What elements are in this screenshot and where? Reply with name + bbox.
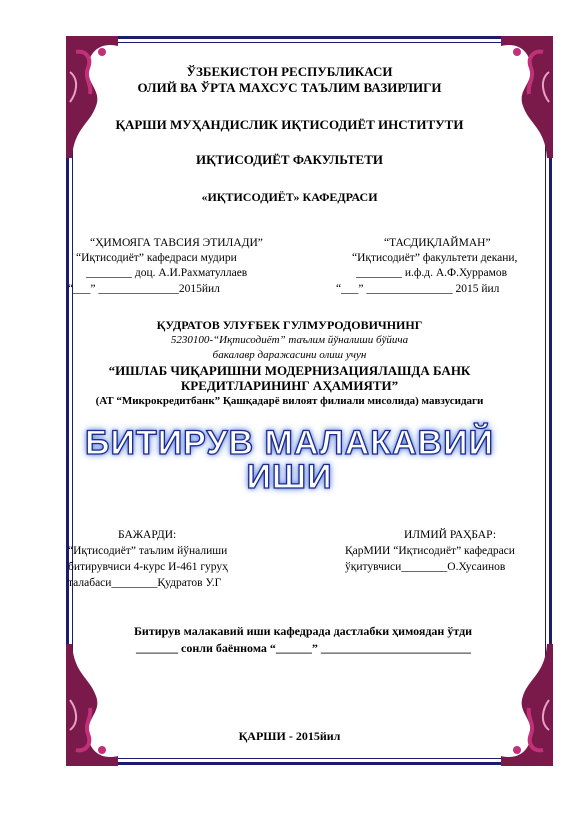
faculty-heading: ИҚТИСОДИЁТ ФАКУЛЬТЕТИ	[196, 152, 383, 167]
corner-ornament-top-left-icon	[62, 32, 122, 162]
student-degree: бакалавр даражасини олиш учун	[212, 349, 367, 361]
approval-right-line3: “___” _______________ 2015 йил	[336, 283, 500, 295]
topic-line1: “ИШЛАБ ЧИҚАРИШНИ МОДЕРНИЗАЦИЯЛАШДА БАНК	[108, 363, 471, 378]
institute-heading: ҚАРШИ МУҲАНДИСЛИК ИҚТИСОДИЁТ ИНСТИТУТИ	[115, 117, 464, 132]
corner-ornament-bottom-right-icon	[497, 640, 557, 770]
approval-right-line1: “Иқтисодиёт” факультети декани,	[352, 252, 518, 264]
executor-title: БАЖАРДИ:	[118, 529, 177, 541]
approval-left-line3: “___” ______________2015йил	[68, 283, 220, 295]
executor-line3: талабаси________Қудратов У.Г	[68, 577, 222, 589]
supervisor-line1: ҚарМИИ “Иқтисодиёт” кафедраси	[345, 545, 515, 557]
corner-ornament-top-right-icon	[497, 32, 557, 162]
republic-heading: ЎЗБЕКИСТОН РЕСПУБЛИКАСИ	[186, 64, 393, 79]
supervisor-title: ИЛМИЙ РАҲБАР:	[404, 529, 497, 541]
executor-line2: битирувчиси 4-курс И-461 гуруҳ	[68, 561, 228, 573]
defense-note-line2: _______ сонли баённома “______” _________________________	[136, 641, 471, 655]
department-heading: «ИҚТИСОДИЁТ» КАФЕДРАСИ	[201, 190, 378, 204]
supervisor-line2: ўқитувчиси________О.Хусаинов	[345, 561, 506, 573]
executor-line1: “Иқтисодиёт” таълим йўналиши	[68, 545, 228, 557]
work-title-line1: БИТИРУВ МАЛАКАВИЙ	[85, 424, 494, 462]
approval-left-line2: ________ доц. А.И.Рахматуллаев	[86, 267, 248, 279]
approval-left-title: “ҲИМОЯГА ТАВСИЯ ЭТИЛАДИ”	[90, 237, 263, 249]
approval-left-line1: “Иқтисодиёт” кафедраси мудири	[76, 252, 237, 264]
student-specialty: 5230100-“Иқтисодиёт” таълим йўналиши бўйича	[170, 334, 409, 346]
topic-line3: (АТ “Микрокредитбанк” Қашқадарё вилоят филиали мисолида) мавзусидаги	[95, 395, 484, 407]
city-year: ҚАРШИ - 2015йил	[238, 729, 341, 743]
defense-note-line1: Битирув малакавий иши кафедрада дастлабки ҳимоядан ўтди	[134, 624, 473, 638]
ministry-heading: ОЛИЙ ВА ЎРТА МАХСУС ТАЪЛИМ ВАЗИРЛИГИ	[137, 80, 442, 95]
corner-ornament-bottom-left-icon	[62, 640, 122, 770]
approval-right-line2: ________ и.ф.д. А.Ф.Хуррамов	[356, 267, 508, 279]
approval-right-title: “ТАСДИҚЛАЙМАН”	[384, 237, 491, 249]
work-title-line2: ИШИ	[246, 458, 333, 496]
topic-line2: КРЕДИТЛАРИНИНГ АҲАМИЯТИ”	[180, 378, 399, 393]
student-name: ҚУДРАТОВ УЛУҒБЕК ГУЛМУРОДОВИЧНИНГ	[156, 318, 423, 332]
